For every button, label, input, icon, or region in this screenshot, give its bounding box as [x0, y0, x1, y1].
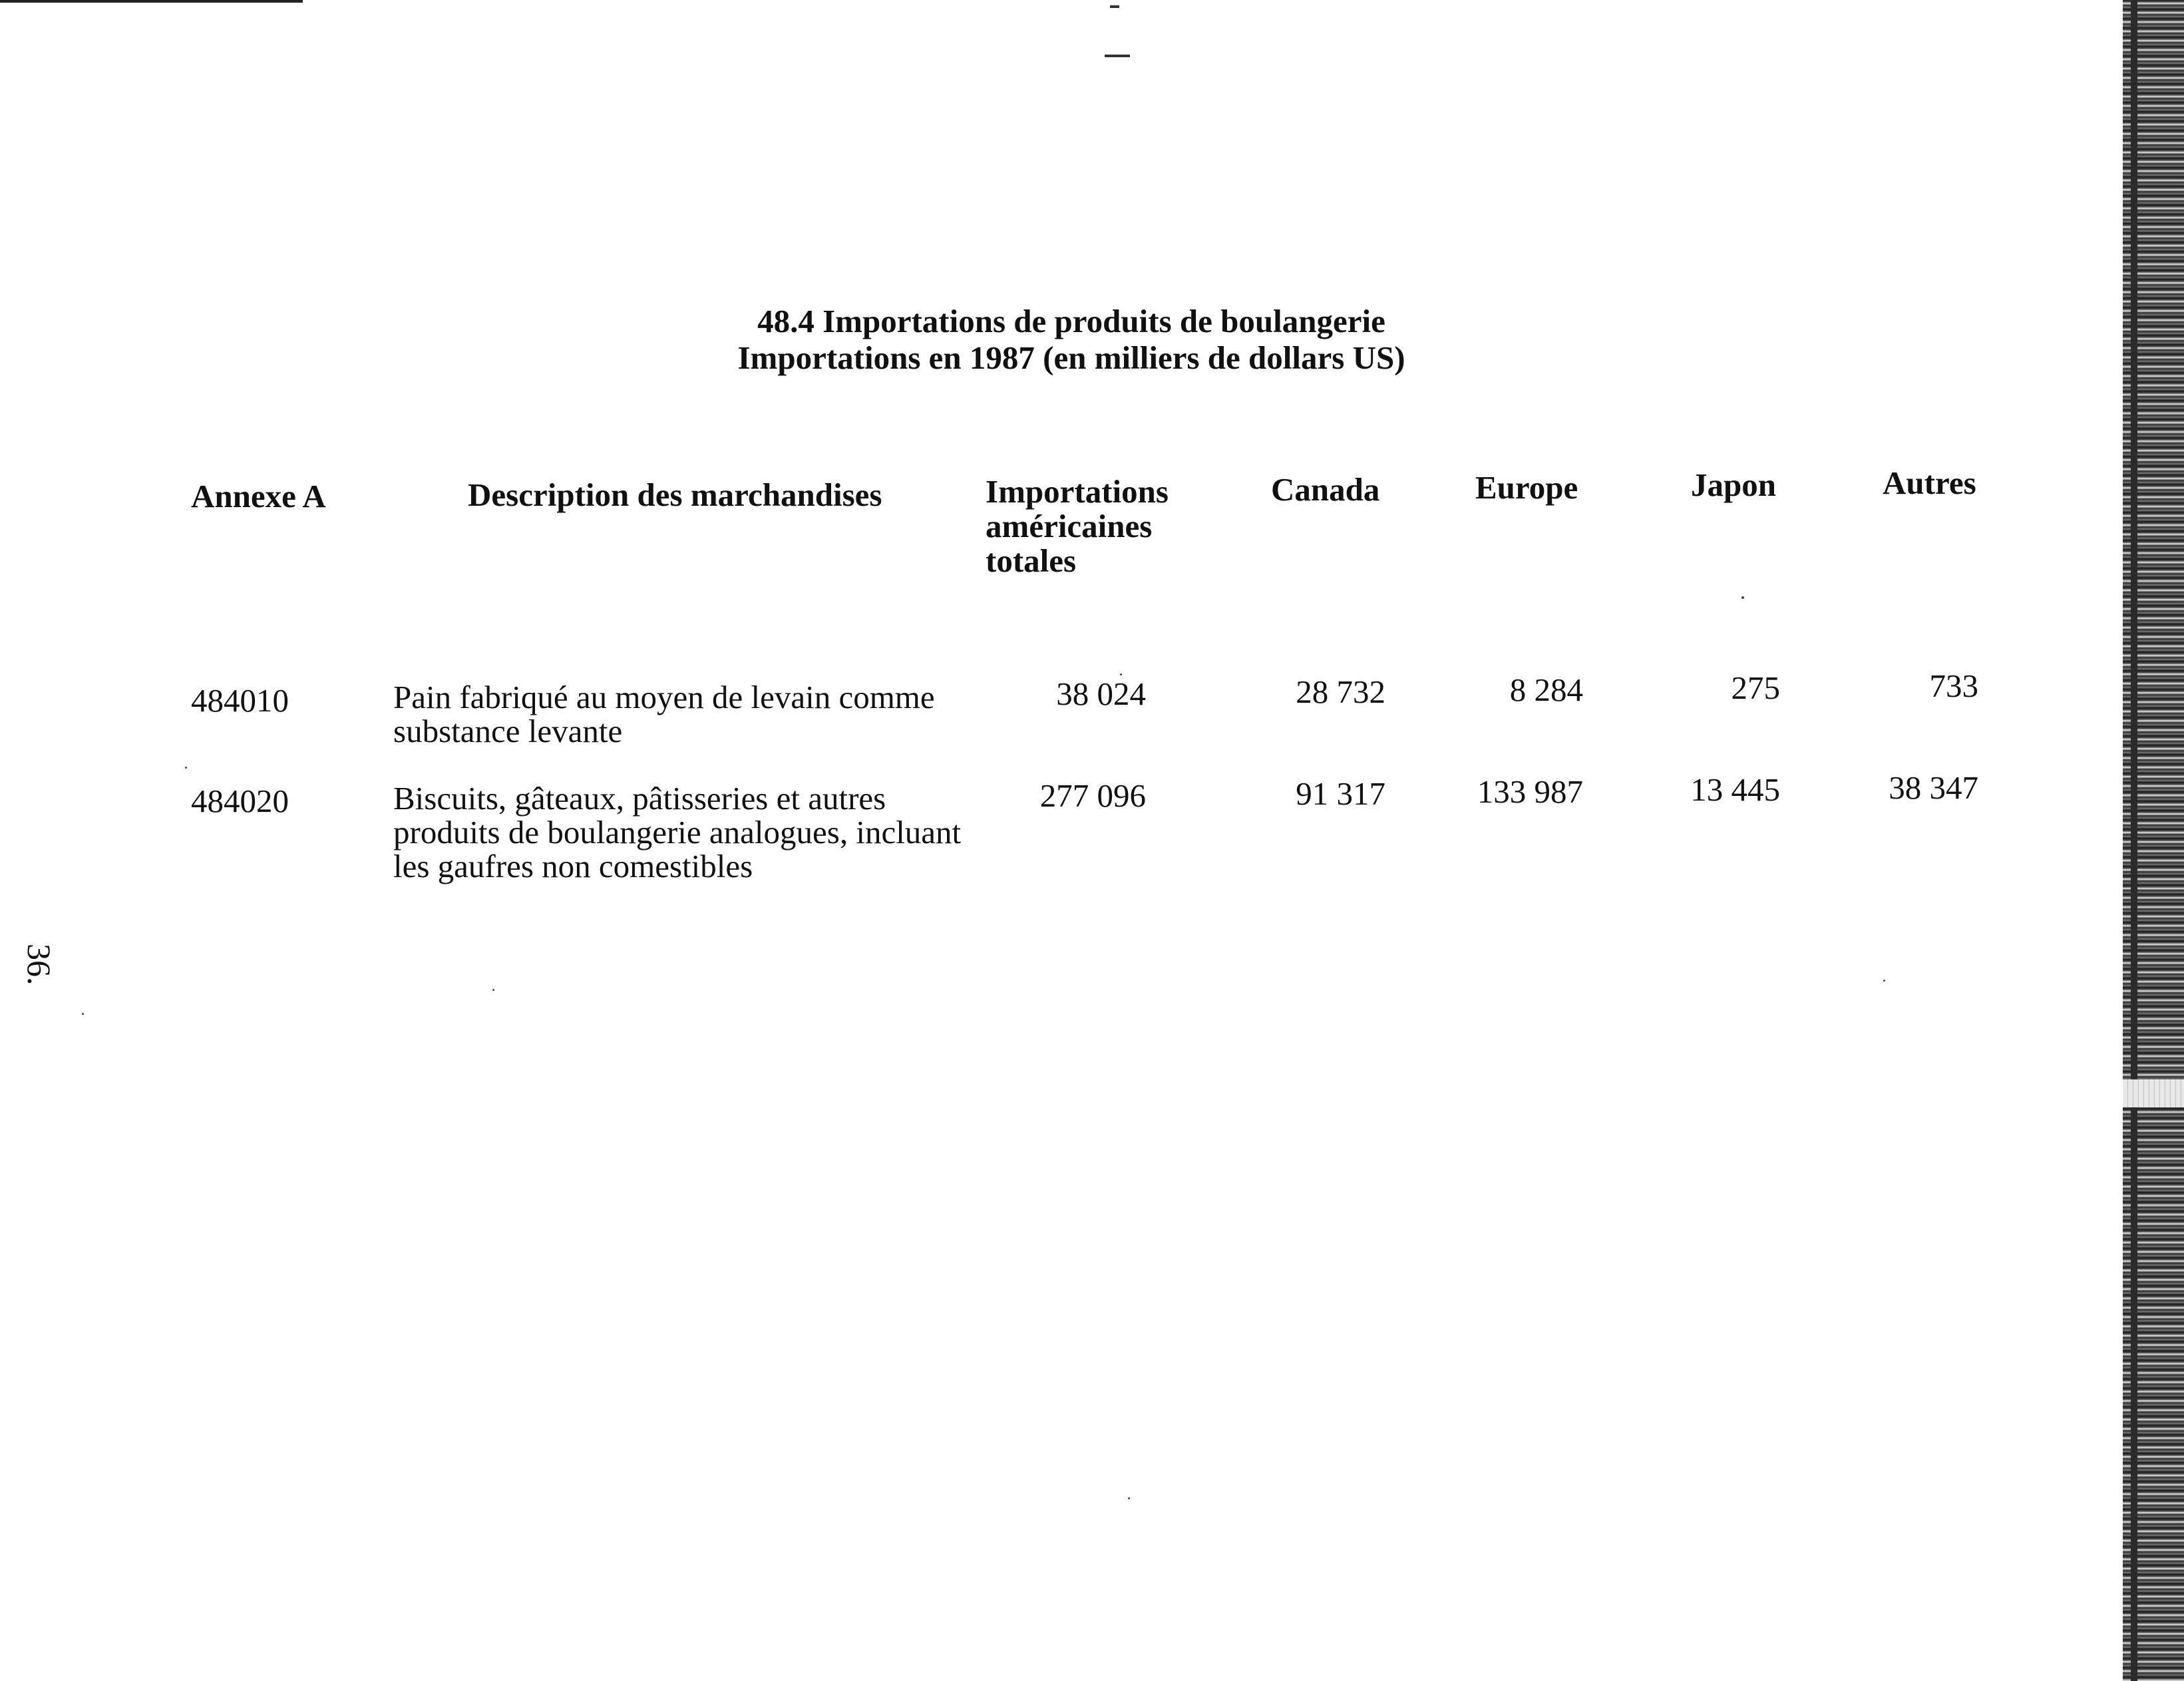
row-total: 38 024: [1056, 675, 1146, 712]
header-description: Description des marchandises: [468, 476, 882, 513]
title-line-1: 48.4 Importations de produits de boulangerie: [757, 303, 1385, 339]
row-japon: 275: [1731, 669, 1780, 706]
scan-edge-mark: [0, 0, 303, 3]
row-canada: 28 732: [1296, 673, 1385, 710]
scan-speck: [1120, 673, 1122, 675]
header-total-imports: Importations américaines totales: [986, 473, 1169, 579]
row-code: 484010: [191, 682, 289, 719]
scan-speck: [82, 1013, 84, 1015]
row-description: Biscuits, gâteaux, pâtisseries et autres produits de boulangerie analogues, incluant les gaufres non comestibles: [393, 780, 962, 884]
header-japon: Japon: [1691, 467, 1777, 503]
binding-edge-inner: [2131, 0, 2137, 1681]
row-europe: 133 987: [1477, 773, 1583, 810]
scan-speck: [492, 989, 494, 991]
binding-notch: [2123, 1079, 2184, 1107]
row-autres: 733: [1929, 667, 1978, 704]
scan-dash-mark: [1105, 55, 1130, 57]
row-canada: 91 317: [1296, 775, 1385, 812]
row-autres: 38 347: [1889, 769, 1978, 806]
header-canada: Canada: [1271, 471, 1380, 508]
row-japon: 13 445: [1690, 771, 1780, 808]
row-total: 277 096: [1039, 777, 1146, 814]
header-europe: Europe: [1475, 469, 1578, 506]
scan-speck: [1741, 596, 1744, 599]
scan-speck: [1883, 980, 1885, 982]
scan-dash-mark: [1110, 5, 1119, 8]
title-line-2: Importations en 1987 (en milliers de dollars US): [737, 339, 1405, 376]
table-title: [639, 303, 1504, 376]
header-autres: Autres: [1883, 465, 1976, 501]
header-annexe: Annexe A: [191, 478, 326, 514]
scan-speck: [1128, 1497, 1130, 1499]
page-number: 36.: [21, 944, 58, 986]
scan-speck: [185, 767, 187, 769]
row-code: 484020: [191, 783, 289, 819]
row-description: Pain fabriqué au moyen de levain comme substance levante: [393, 679, 935, 749]
row-europe: 8 284: [1509, 671, 1583, 708]
